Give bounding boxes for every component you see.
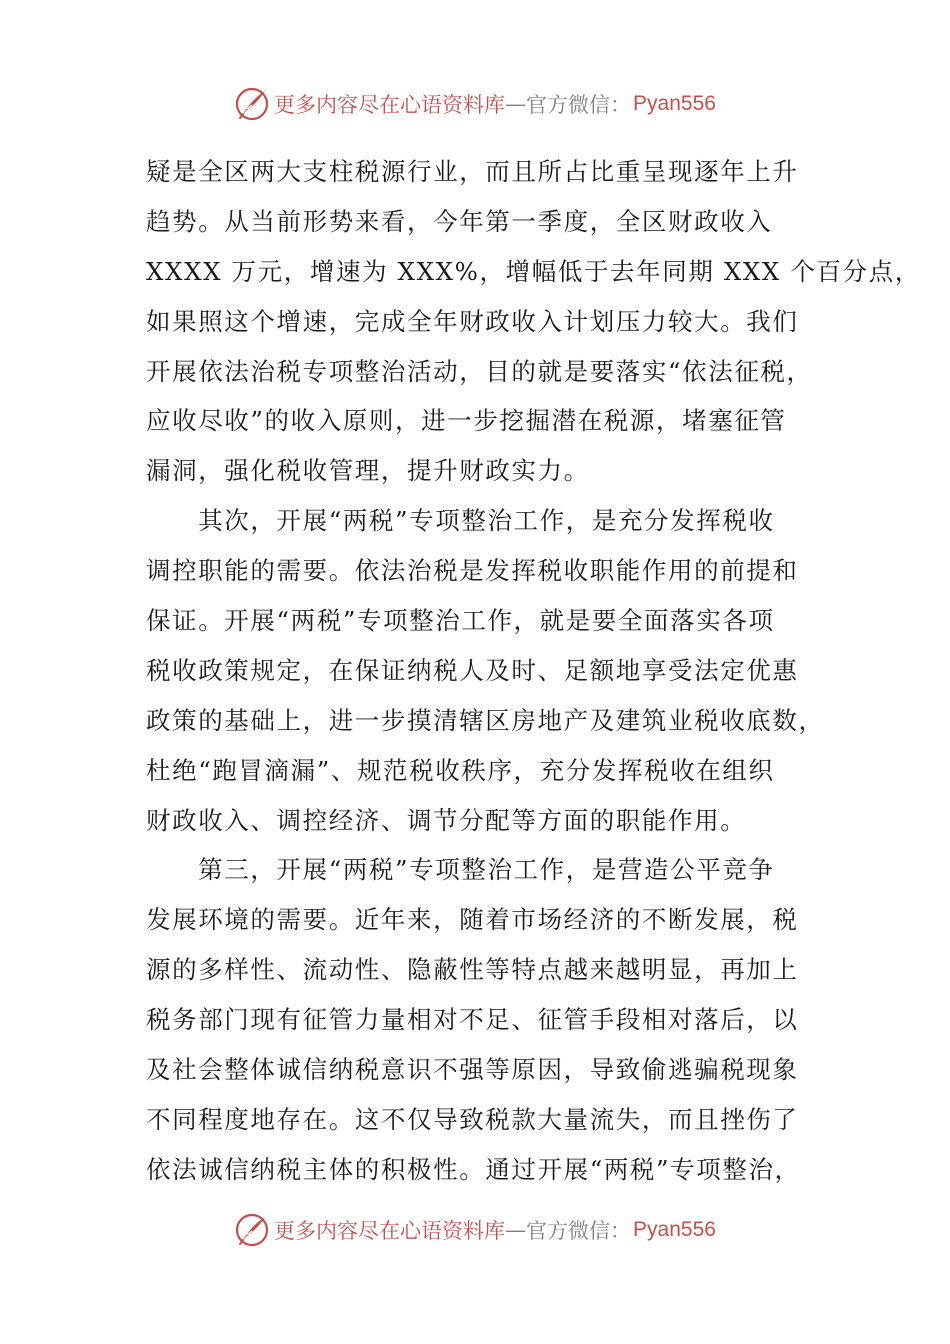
- banner-main-text: 更多内容尽在心语资料库: [274, 1219, 506, 1243]
- banner-main-text: 更多内容尽在心语资料库: [274, 93, 506, 117]
- text-line: 税收政策规定，在保证纳税人及时、足额地享受法定优惠: [146, 655, 799, 685]
- banner-label-text: 官方微信：: [526, 1219, 632, 1243]
- banner-wechat-id: Pyan556: [633, 92, 716, 115]
- paragraph: [146, 496, 826, 845]
- header-banner: [0, 84, 950, 124]
- quill-logo-icon: [234, 1212, 270, 1248]
- text-line: 保证。开展“两税”专项整治工作，就是要全面落实各项: [146, 606, 775, 636]
- text-line: 不同程度地存在。这不仅导致税款大量流失，而且挫伤了: [146, 1104, 799, 1134]
- quill-logo-icon: [234, 86, 270, 122]
- banner-wechat-id: Pyan556: [633, 1218, 716, 1241]
- text-line: 及社会整体诚信纳税意识不强等原因，导致偷逃骗税现象: [146, 1055, 799, 1085]
- paragraph: [146, 147, 921, 496]
- banner-separator: —: [505, 1218, 527, 1242]
- text-line: 财政收入、调控经济、调节分配等方面的职能作用。: [146, 805, 747, 835]
- footer-banner: [0, 1210, 950, 1250]
- text-line: 税务部门现有征管力量相对不足、征管手段相对落后，以: [146, 1005, 799, 1035]
- paragraph: [146, 845, 826, 1194]
- text-line: 发展环境的需要。近年来，随着市场经济的不断发展，税: [146, 905, 799, 935]
- banner-separator: —: [505, 92, 527, 116]
- text-line: 政策的基础上，进一步摸清辖区房地产及建筑业税收底数，: [146, 705, 825, 735]
- text-line: 调控职能的需要。依法治税是发挥税收职能作用的前提和: [146, 556, 799, 586]
- text-line: 杜绝“跑冒滴漏”、规范税收秩序，充分发挥税收在组织: [146, 755, 775, 785]
- text-line: 疑是全区两大支柱税源行业，而且所占比重呈现逐年上升: [146, 157, 799, 186]
- text-line: 其次，开展“两税”专项整治工作，是充分发挥税收: [146, 506, 775, 536]
- text-line: 第三，开展“两税”专项整治工作，是营造公平竞争: [146, 855, 775, 885]
- document-body: [146, 147, 921, 1195]
- text-line: 开展依法治税专项整治活动，目的就是要落实“依法征税，: [146, 356, 813, 386]
- text-line: 漏洞，强化税收管理，提升财政实力。: [146, 456, 590, 486]
- text-line: 趋势。从当前形势来看，今年第一季度，全区财政收入: [146, 206, 773, 236]
- banner-label-text: 官方微信：: [526, 93, 632, 117]
- text-line: 源的多样性、流动性、隐蔽性等特点越来越明显，再加上: [146, 955, 799, 985]
- text-line: 依法诚信纳税主体的积极性。通过开展“两税”专项整治，: [146, 1154, 801, 1184]
- text-line: 应收尽收”的收入原则，进一步挖掘潜在税源，堵塞征管: [146, 406, 787, 436]
- text-line: XXXX 万元，增速为 XXX%，增幅低于去年同期 XXX 个百分点，: [146, 256, 921, 286]
- text-line: 如果照这个增速，完成全年财政收入计划压力较大。我们: [146, 306, 799, 336]
